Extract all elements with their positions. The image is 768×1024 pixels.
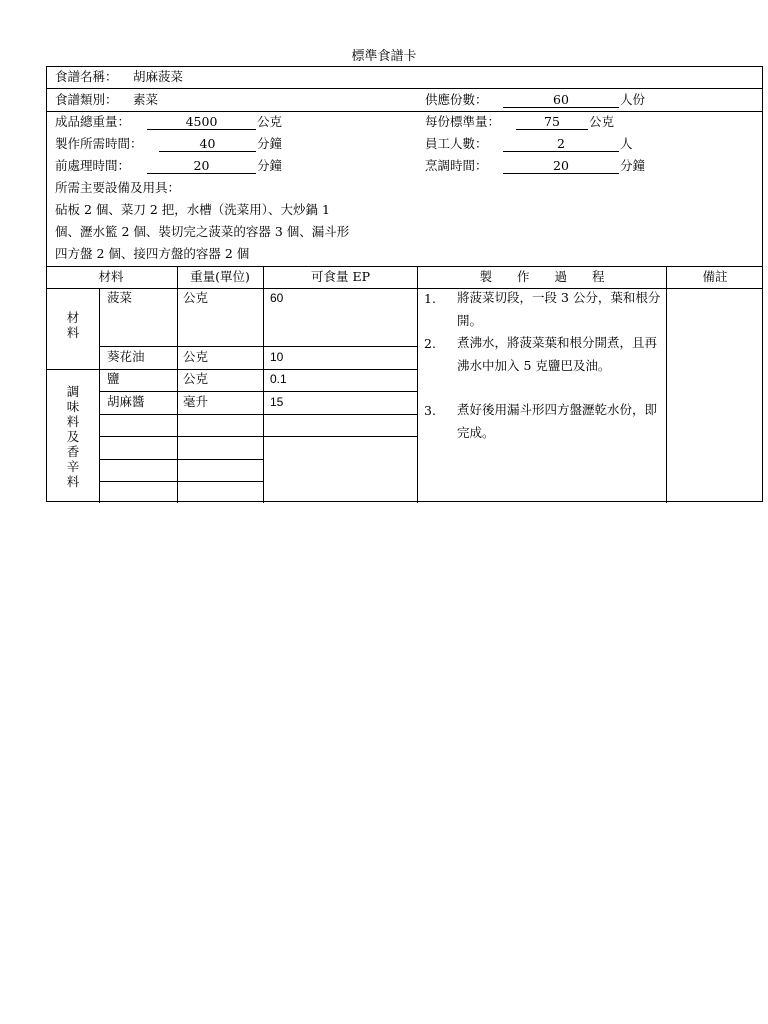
total-weight-value: 4500 (147, 114, 256, 130)
row-line (99, 414, 418, 415)
prep-time-unit: 分鐘 (257, 136, 283, 151)
step-number: 2. (424, 336, 436, 351)
ingredient-unit: 公克 (183, 290, 209, 305)
servings-label: 供應份數： (425, 92, 488, 107)
cook-time-label: 烹調時間： (425, 158, 488, 173)
step-text: 煮好後用漏斗形四方盤瀝乾水份，即完成。 (457, 402, 658, 440)
recipe-name-label: 食譜名稱： (55, 69, 118, 84)
col-header-ep: 可食量 EP (310, 269, 370, 284)
portion-value: 75 (516, 114, 588, 130)
step-number: 3. (424, 403, 436, 418)
recipe-category-label: 食譜類別： (55, 92, 118, 107)
staff-label: 員工人數： (425, 136, 488, 151)
pre-time-unit: 分鐘 (257, 158, 283, 173)
row-line (99, 459, 263, 460)
recipe-category: 素菜 (133, 92, 159, 107)
group-label-seasoning: 調味料及香辛料 (66, 384, 80, 489)
col-header-note: 備註 (702, 269, 728, 284)
row-line (99, 481, 263, 482)
cook-time-value: 20 (503, 158, 619, 174)
col-header-material: 材料 (98, 269, 124, 284)
servings-unit: 人份 (620, 92, 646, 107)
col-line (177, 266, 178, 503)
divider (47, 88, 762, 89)
row-line (99, 436, 418, 437)
total-weight-unit: 公克 (257, 114, 283, 129)
ingredient-name: 菠菜 (107, 290, 133, 305)
col-line (99, 288, 100, 503)
col-line (417, 266, 418, 503)
pre-time-value: 20 (147, 158, 256, 174)
equipment-line: 個、瀝水籃 2 個、裝切完之菠菜的容器 3 個、漏斗形 (55, 224, 350, 239)
step-text: 將菠菜切段，一段 3 公分，葉和根分開。 (457, 290, 661, 328)
prep-time-label: 製作所需時間： (55, 136, 143, 151)
group-label-material: 材料 (66, 310, 80, 340)
divider (47, 111, 762, 112)
step-text: 煮沸水，將菠菜葉和根分開煮，且再沸水中加入 5 克鹽巴及油。 (457, 335, 658, 373)
col-line (666, 266, 667, 503)
ingredient-unit: 公克 (183, 371, 209, 386)
divider (47, 266, 762, 267)
equipment-label: 所需主要設備及用具： (55, 180, 181, 195)
group-divider (47, 369, 418, 370)
recipe-card (46, 66, 763, 502)
ingredient-ep: 0.1 (270, 372, 287, 386)
step-number: 1. (424, 291, 436, 306)
portion-unit: 公克 (589, 114, 615, 129)
portion-label: 每份標準量： (425, 114, 501, 129)
ingredient-unit: 公克 (183, 349, 209, 364)
ingredient-unit: 毫升 (183, 394, 209, 409)
equipment-line: 砧板 2 個、菜刀 2 把，水槽（洗菜用）、大炒鍋 1 (55, 202, 330, 217)
ingredient-name: 葵花油 (107, 349, 145, 364)
ingredient-name: 鹽 (107, 371, 120, 386)
row-line (99, 391, 418, 392)
equipment-line: 四方盤 2 個、接四方盤的容器 2 個 (55, 246, 250, 261)
page-title: 標準食譜卡 (351, 49, 417, 64)
staff-value: 2 (503, 136, 619, 152)
pre-time-label: 前處理時間： (55, 158, 131, 173)
ingredient-name: 胡麻醬 (107, 394, 145, 409)
ingredient-ep: 15 (270, 395, 284, 409)
recipe-name: 胡麻菠菜 (133, 69, 184, 84)
ingredient-ep: 10 (270, 350, 284, 364)
prep-time-value: 40 (159, 136, 256, 152)
staff-unit: 人 (620, 136, 633, 151)
servings-value: 60 (503, 92, 619, 108)
col-header-weight: 重量(單位) (190, 269, 250, 284)
col-line (263, 266, 264, 503)
total-weight-label: 成品總重量： (55, 114, 131, 129)
col-header-process: 製 作 過 程 (479, 269, 605, 284)
ingredient-ep: 60 (270, 291, 284, 305)
row-line (99, 346, 418, 347)
cook-time-unit: 分鐘 (620, 158, 646, 173)
